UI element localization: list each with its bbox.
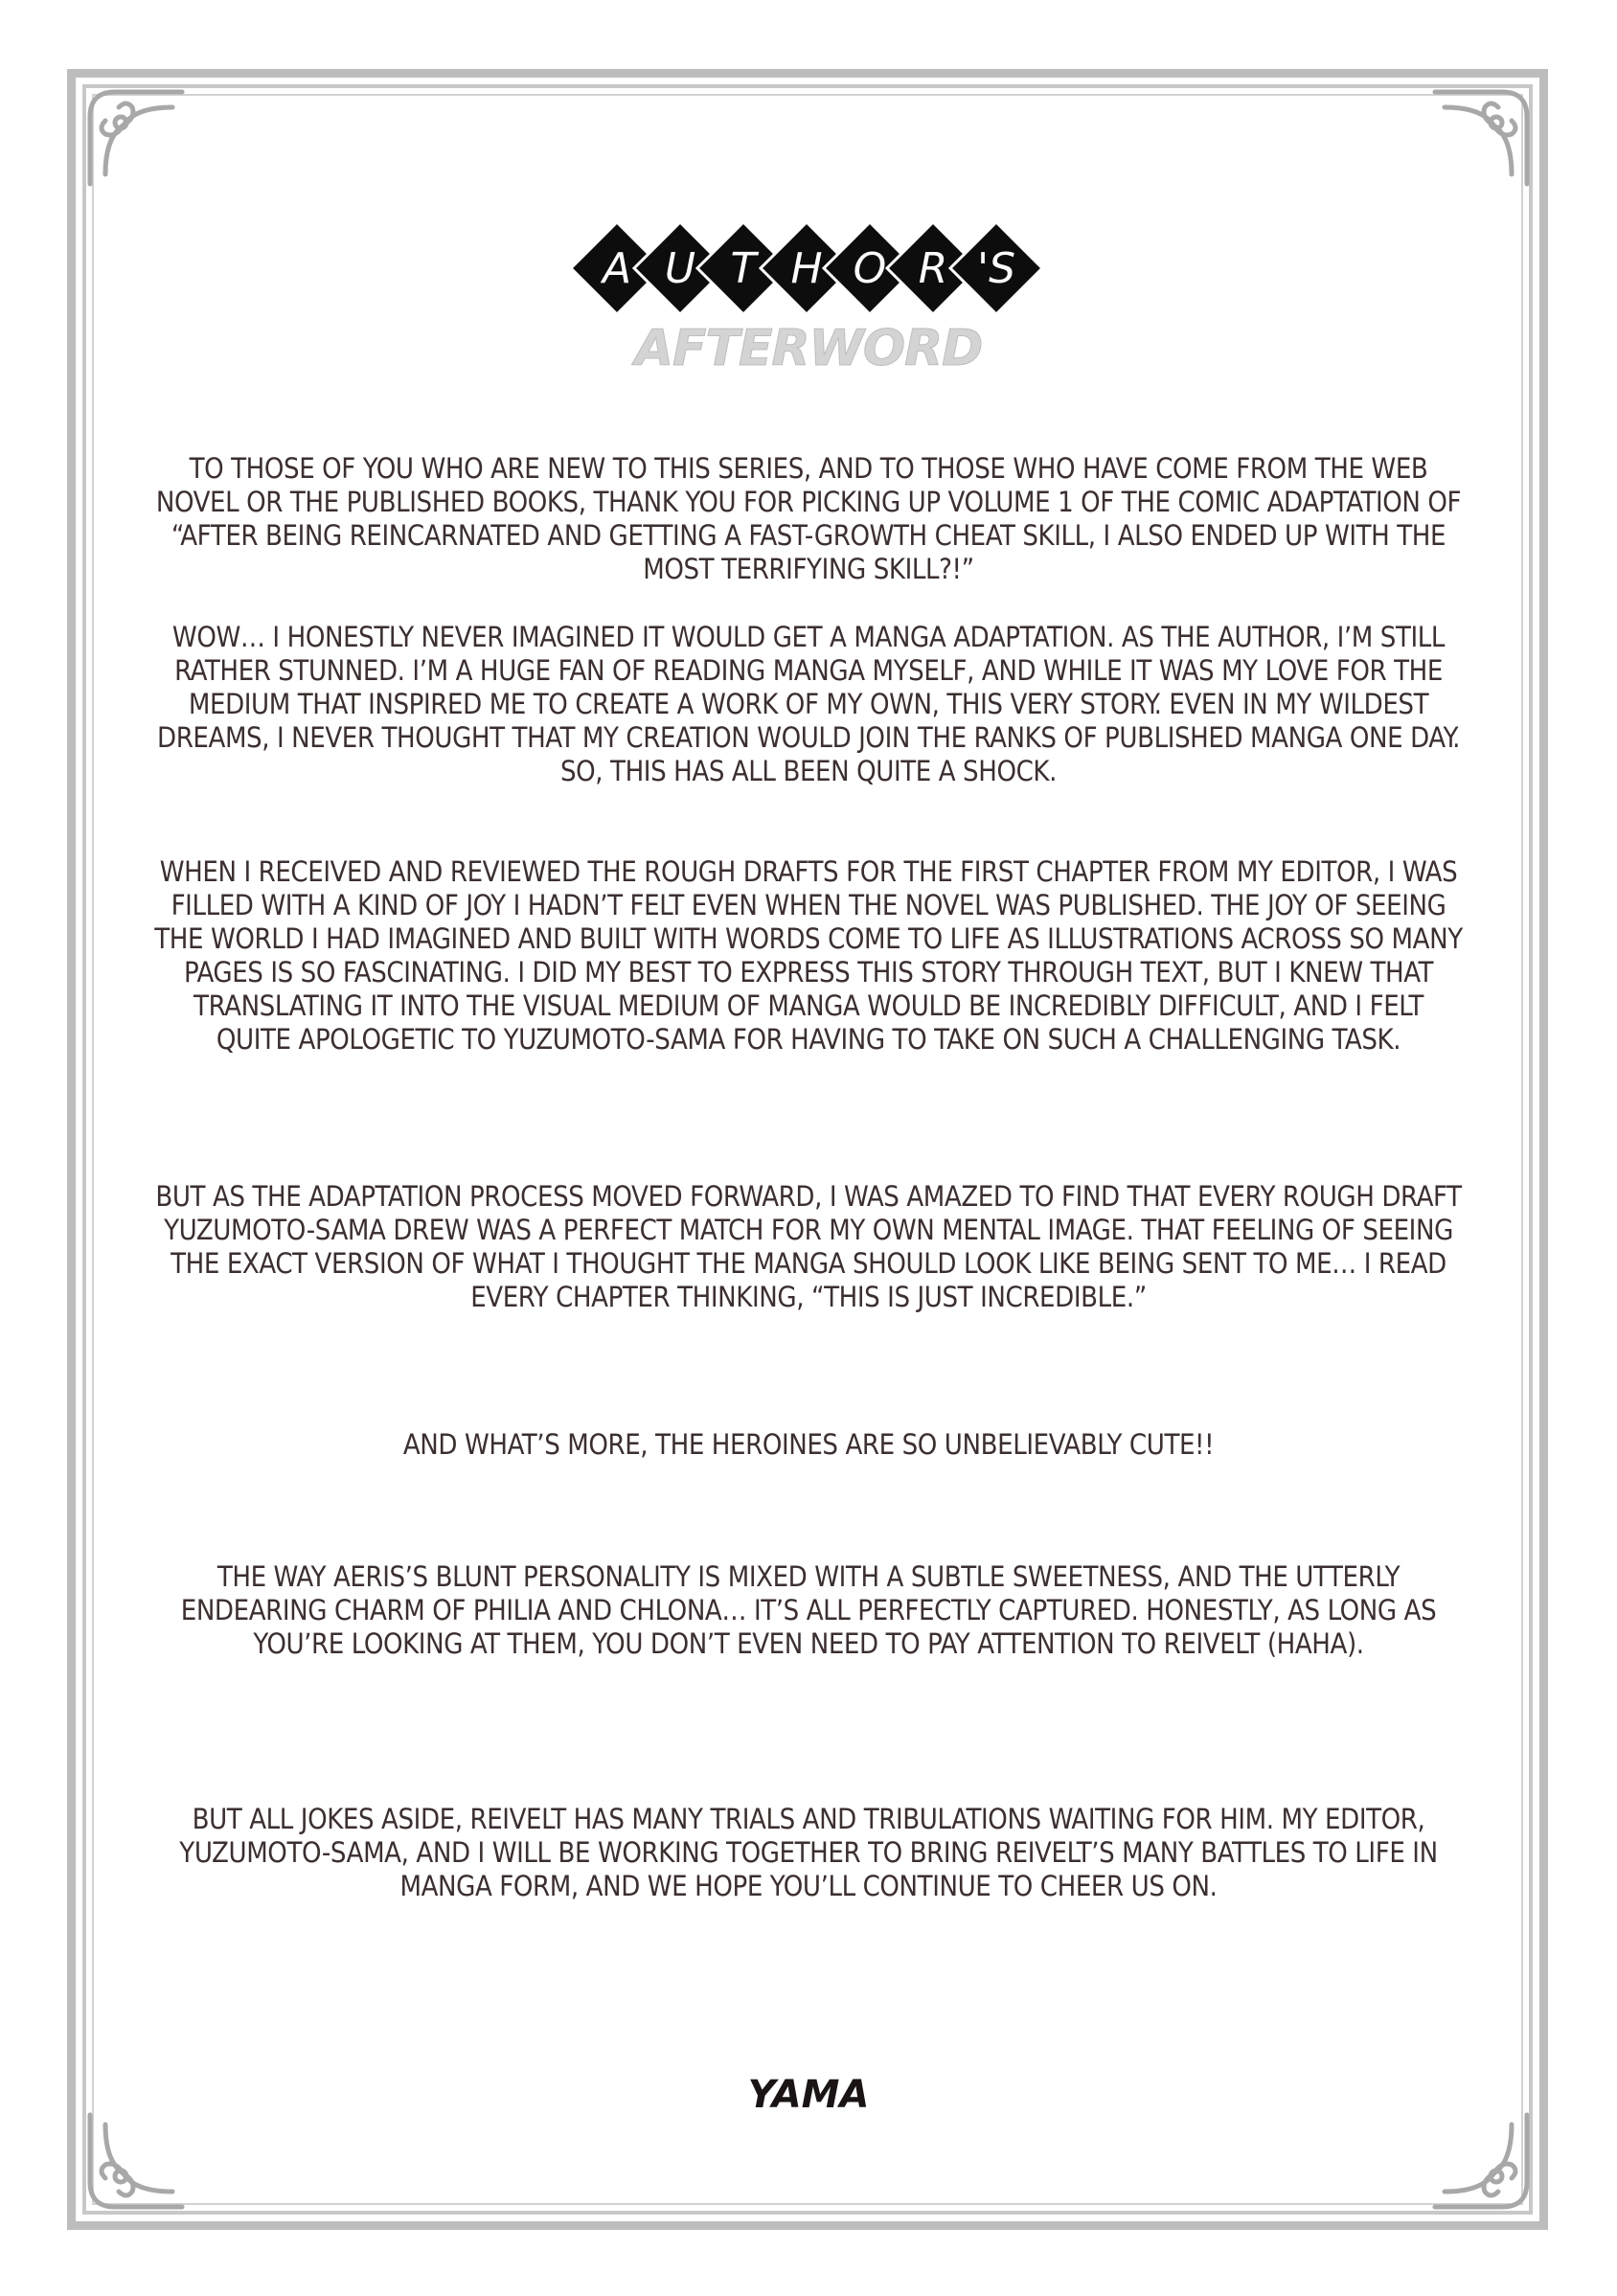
afterword-paragraph: AND WHAT’S MORE, THE HEROINES ARE SO UNBELIEVABLY CUTE!! [402,1428,1215,1461]
page-subtitle: AFTERWORD [634,320,983,377]
corner-ornament-icon [1425,2105,1540,2220]
afterword-paragraph: BUT ALL JOKES ASIDE, REIVELT HAS MANY TRIALS AND TRIBULATIONS WAITING FOR HIM. MY EDITOR, YUZUMOTO-SAMA, AND I WILL BE WORKING TOGETHER TO BRING REIVELT’S MANY BATTLES TO LIFE IN MANGA FORM, AND WE HOPE YOU’LL CONTINUE TO CHEER US ON. [179,1803,1438,1902]
corner-ornament-icon [77,79,192,193]
afterword-paragraph: THE WAY AERIS’S BLUNT PERSONALITY IS MIXED WITH A SUBTLE SWEETNESS, AND THE UTTERLY ENDEARING CHARM OF PHILIA AND CHLONA… IT’S ALL PERFECTLY CAPTURED. HONESTLY, AS LONG AS YOU’RE LOOKING AT THEM, YOU DON’T EVEN NEED TO PAY ATTENTION TO REIVELT (HAHA). [180,1560,1437,1660]
title-letter: U [664,244,696,293]
title-letter: 'S [976,244,1016,293]
title-letter: H [790,244,823,293]
title-letter: A [602,244,632,293]
afterword-paragraph: WHEN I RECEIVED AND REVIEWED THE ROUGH DRAFTS FOR THE FIRST CHAPTER FROM MY EDITOR, I WAS FILLED WITH A KIND OF JOY I HADN’T FELT EVEN WHEN THE NOVEL WAS PUBLISHED. THE JOY OF SEEING THE WORLD I HAD IMAGINED AND BUILT WITH WORDS COME TO LIFE AS ILLUSTRATIONS ACROSS SO MANY PAGES IS SO FASCINATING. I DID MY BEST TO EXPRESS THIS STORY THROUGH TEXT, BUT I KNEW THAT TRANSLATING IT INTO THE VISUAL MEDIUM OF MANGA WOULD BE INCREDIBLY DIFFICULT, AND I FELT QUITE APOLOGETIC TO YUZUMOTO-SAMA FOR HAVING TO TAKE ON SUCH A CHALLENGING TASK. [154,855,1463,1056]
title-letter: R [918,244,948,293]
afterword-paragraph: WOW… I HONESTLY NEVER IMAGINED IT WOULD GET A MANGA ADAPTATION. AS THE AUTHOR, I’M STILL RATHER STUNNED. I’M A HUGE FAN OF READING MANGA MYSELF, AND WHILE IT WAS MY LOVE FOR THE MEDIUM THAT INSPIRED ME TO CREATE A WORK OF MY OWN, THIS VERY STORY. EVEN IN MY WILDEST DREAMS, I NEVER THOUGHT THAT MY CREATION WOULD JOIN THE RANKS OF PUBLISHED MANGA ONE DAY. SO, THIS HAS ALL BEEN QUITE A SHOCK. [157,621,1460,787]
title-banner [565,218,1054,318]
corner-ornament-icon [1425,79,1540,193]
afterword-paragraph: BUT AS THE ADAPTATION PROCESS MOVED FORWARD, I WAS AMAZED TO FIND THAT EVERY ROUGH DRAFT YUZUMOTO-SAMA DREW WAS A PERFECT MATCH FOR MY OWN MENTAL IMAGE. THAT FEELING OF SEEING THE EXACT VERSION OF WHAT I THOUGHT THE MANGA SHOULD LOOK LIKE BEING SENT TO ME… I READ EVERY CHAPTER THINKING, “THIS IS JUST INCREDIBLE.” [155,1180,1462,1313]
afterword-paragraph: TO THOSE OF YOU WHO ARE NEW TO THIS SERIES, AND TO THOSE WHO HAVE COME FROM THE WEB NOVEL OR THE PUBLISHED BOOKS, THANK YOU FOR PICKING UP VOLUME 1 OF THE COMIC ADAPTATION OF “AFTER BEING REINCARNATED AND GETTING A FAST-GROWTH CHEAT SKILL, I ALSO ENDED UP WITH THE MOST TERRIFYING SKILL?!” [155,452,1462,585]
title-letter: T [730,244,757,293]
author-signature: YAMA [747,2073,870,2117]
title-letter: O [853,244,887,293]
corner-ornament-icon [77,2105,192,2220]
